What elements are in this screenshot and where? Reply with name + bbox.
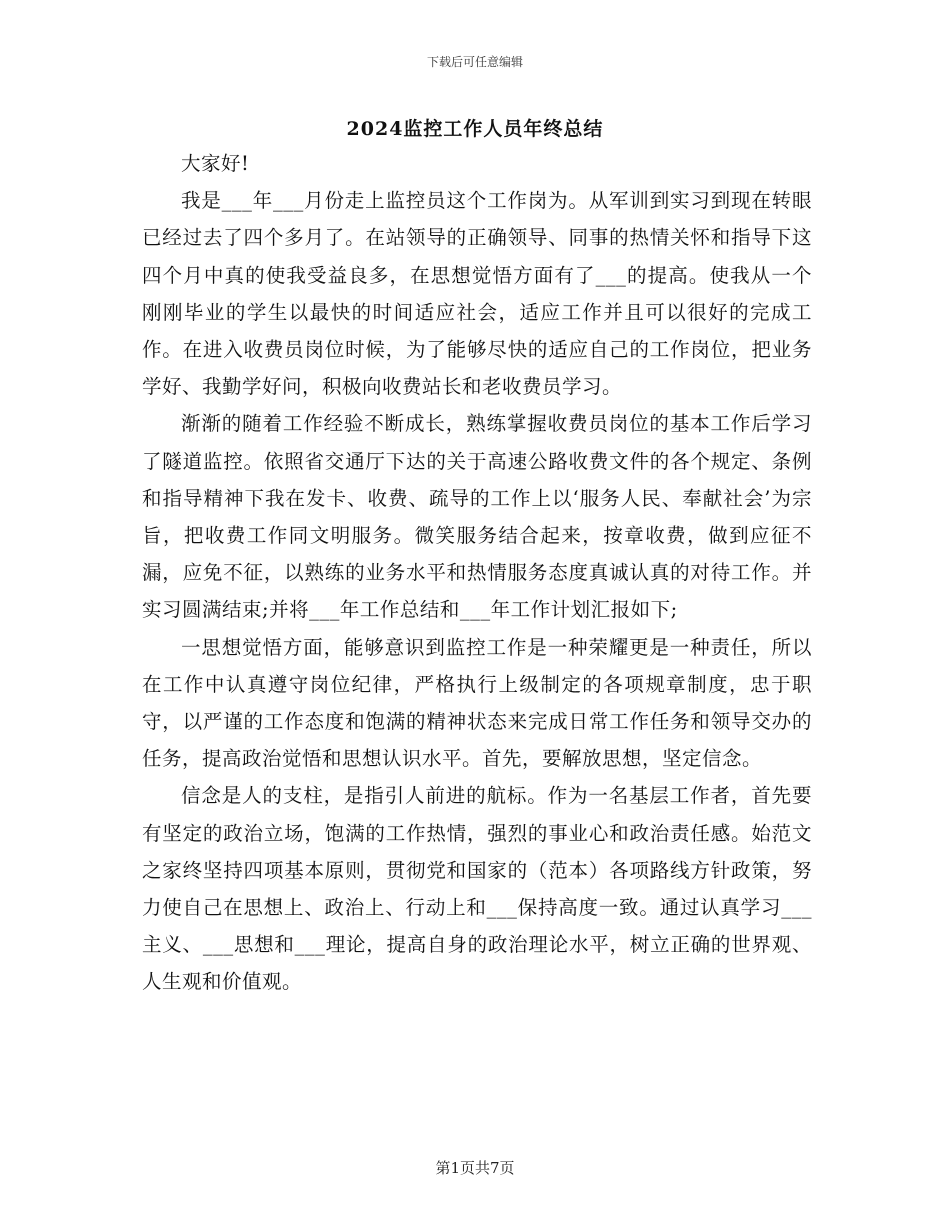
paragraph-ideology: 一思想觉悟方面，能够意识到监控工作是一种荣耀更是一种责任，所以在工作中认真遵守岗位纪律，严格执行上级制定的各项规章制度，忠于职守，以严谨的工作态度和饱满的精神状态来完成日常工作任务和领导交办的任务，提高政治觉悟和思想认识水平。首先，要解放思想，坚定信念。	[142, 635, 812, 771]
page-footer: 第1页共7页	[435, 1159, 515, 1177]
paragraph-greeting: 大家好!	[181, 152, 250, 175]
paragraph-intro: 我是___年___月份走上监控员这个工作岗为。从军训到实习到现在转眼已经过去了四个多月了。在站领导的正确领导、同事的热情关怀和指导下这四个月中真的使我受益良多，在思想觉悟方面有了___的提高。使我从一个刚刚毕业的学生以最快的时间适应社会，适应工作并且可以很好的完成工作。在进入收费员岗位时候，为了能够尽快的适应自己的工作岗位，把业务学好、我勤学好问，积极向收费站长和老收费员学习。	[142, 189, 812, 399]
paragraph-belief: 信念是人的支柱，是指引人前进的航标。作为一名基层工作者，首先要有坚定的政治立场，饱满的工作热情，强烈的事业心和政治责任感。始范文之家终坚持四项基本原则，贯彻党和国家的（范本）各项路线方针政策，努力使自己在思想上、政治上、行动上和___保持高度一致。通过认真学习___主义、___思想和___理论，提高自身的政治理论水平，树立正确的世界观、人生观和价值观。	[142, 784, 812, 994]
document-title: 2024监控工作人员年终总结	[346, 118, 604, 140]
document-body	[142, 145, 812, 1001]
paragraph-experience: 渐渐的随着工作经验不断成长，熟练掌握收费员岗位的基本工作后学习了隧道监控。依照省交通厅下达的关于高速公路收费文件的各个规定、条例和指导精神下我在发卡、收费、疏导的工作上以‘服务人民、奉献社会’为宗旨，把收费工作同文明服务。微笑服务结合起来，按章收费，做到应征不漏，应免不征，以熟练的业务水平和热情服务态度真诚认真的对待工作。并实习圆满结束;并将___年工作总结和___年工作计划汇报如下;	[142, 412, 812, 622]
header-note: 下载后可任意编辑	[426, 55, 523, 69]
